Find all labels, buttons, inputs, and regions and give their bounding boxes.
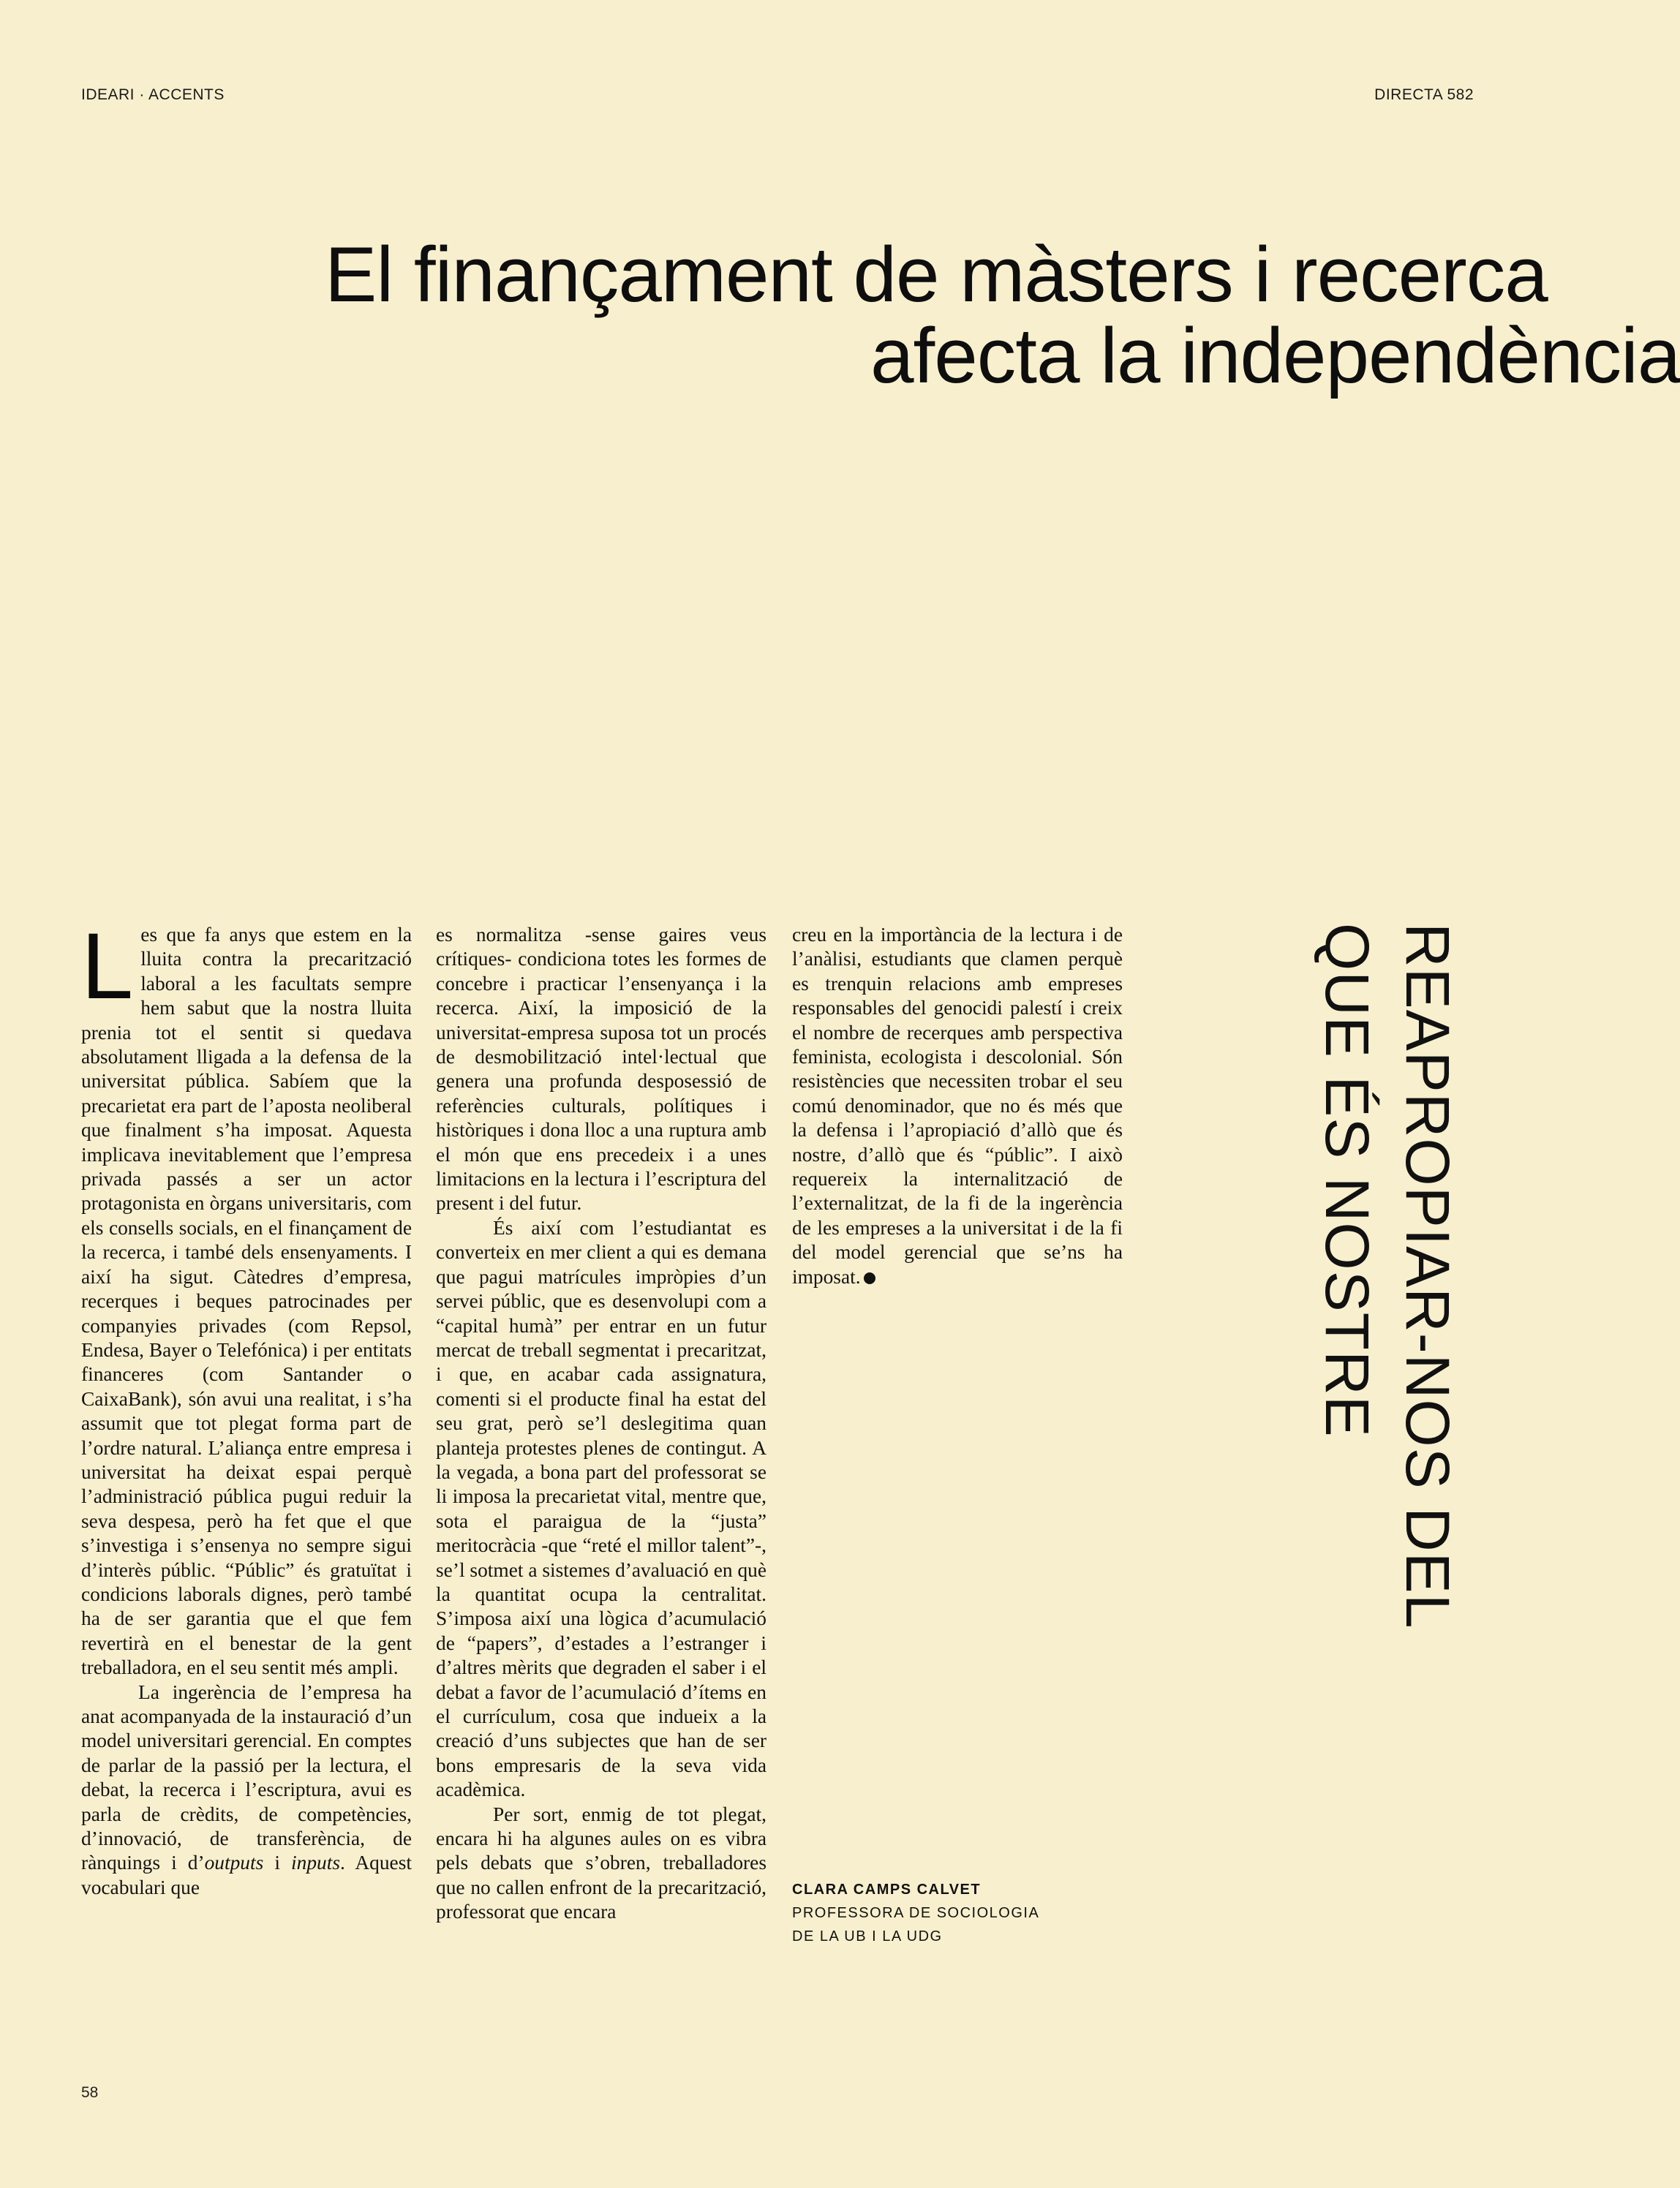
headline bbox=[0, 0, 1680, 399]
page-number: 58 bbox=[81, 2084, 99, 2101]
italic-term: outputs bbox=[204, 1852, 264, 1874]
paragraph-text: i bbox=[263, 1852, 292, 1874]
end-mark-icon bbox=[864, 1272, 875, 1284]
headline-line-2: afecta la independència bbox=[870, 312, 1680, 399]
author-name: CLARA CAMPS CALVET bbox=[792, 1882, 982, 1898]
author-role-line-1: PROFESSORA DE SOCIOLOGIA bbox=[792, 1905, 1040, 1921]
article-column-1 bbox=[81, 914, 412, 1900]
article-title-line-2: QUE ÉS NOSTRE bbox=[1313, 923, 1382, 1438]
paragraph bbox=[81, 1680, 412, 1901]
paragraph: es normalitza -sense gaires veus crítiques- condiciona totes les formes de concebre i practicar l’ensenyança i la recerca. Així, la imposició de la universitat-empresa suposa tot un procés de desmobilització intel·lectual que genera una profunda desposessió de referències culturals, polítiques i històriques i dona lloc a una ruptura amb el món que ens precedeix i a unes limitacions en la lectura i l’escriptura del present i del futur. bbox=[436, 924, 766, 1215]
issue-label: DIRECTA 582 bbox=[1374, 86, 1474, 103]
article-column-3 bbox=[792, 923, 1123, 1289]
byline bbox=[792, 1878, 1039, 1948]
paragraph bbox=[792, 923, 1123, 1289]
paragraph-text: La ingerència de l’empresa ha anat acompanyada de la instauració d’un model universitari gerencial. En comptes de parlar de la passió per la lectura, el debat, la recerca i l’escriptura, avui es parla de crèdits, de competències, d’innovació, de transferència, de rànquings i d’ bbox=[81, 1680, 412, 1874]
article-title-line-1: REAPROPIAR-NOS DEL bbox=[1393, 923, 1462, 1629]
italic-term: inputs bbox=[291, 1852, 340, 1874]
paragraph-text: creu en la importància de la lectura i de l’anàlisi, estudiants que clamen perquè es trenquin relacions amb empreses responsables del genocidi palestí i creix el nombre de recerques amb perspectiva feminista, ecologista i descolonial. Són resistències que necessiten trobar el seu comú denominador, que no és més que la defensa i l’apropiació d’allò que és nostre, d’allò que és “públic”. I això requereix la internalització de l’externalitzat, de la fi de la ingerència de les empreses a la universitat i de la fi del model gerencial que se’ns ha imposat. bbox=[792, 924, 1123, 1288]
author-role-line-2: DE LA UB I LA UDG bbox=[792, 1928, 943, 1944]
paragraph: És així com l’estudiantat es converteix en mer client a qui es demana que pagui matrícules impròpies d’un servei públic, que es desenvolupi com a “capital humà” per entrar en un futur mercat de treball segmentat i precaritzat, i que, en acabar cada assignatura, comenti si el producte final ha estat del seu grat, però se’l deslegitima quan planteja protestes plenes de contingut. A la vegada, a bona part del professorat se li imposa la precarietat vital, mentre que, sota el paraigua de la “justa” meritocràcia -que “reté el millor talent”-, se’l sotmet a sistemes d’avaluació en què la quantitat ocupa la centralitat. S’imposa així una lògica d’acumulació de “papers”, d’estades a l’estranger i d’altres mèrits que degraden el saber i el debat a favor de l’acumulació d’ítems en el currículum, cosa que indueix a la creació d’uns subjectes que han de ser bons empresaris de la seva vida acadèmica. bbox=[436, 1216, 766, 1801]
paragraph bbox=[81, 914, 412, 1680]
article-column-2 bbox=[436, 923, 766, 1925]
paragraph-text: es que fa anys que estem en la lluita contra la precarització laboral a les facultats sempre hem sabut que la nostra lluita prenia tot el sentit si quedava absolutament lligada a la defensa de la universitat pública. Sabíem que la precarietat era part de l’aposta neoliberal que finalment s’ha imposat. Aquesta implicava inevitablement que l’empresa privada passés a ser un actor protagonista en òrgans universitaris, com els consells socials, en el finançament de la recerca, i també dels ensenyaments. I així ha sigut. Càtedres d’empresa, recerques i beques patrocinades per companyies privades (com Repsol, Endesa, Bayer o Telefónica) i per entitats financeres (com Santander o CaixaBank), són avui una realitat, i s’ha assumit que tot plegat forma part de l’ordre natural. L’aliança entre empresa i universitat ha deixat espai perquè l’administració pública pugui reduir la seva despesa, però ha fet que el que s’investiga i s’ensenya no sempre sigui d’interès públic. “Públic” és gratuïtat i condicions laborals dignes, però també ha de ser garantia que el que fem revertirà en el benestar de la gent treballadora, en el seu sentit més ampli. bbox=[81, 924, 412, 1679]
section-label: IDEARI · ACCENTS bbox=[81, 86, 225, 103]
paragraph: Per sort, enmig de tot plegat, encara hi ha algunes aules on es vibra pels debats que s’obren, treballadores que no callen enfront de la precarització, professorat que encara bbox=[436, 1803, 766, 1923]
headline-line-1: El finançament de màsters i recerca bbox=[325, 230, 1548, 318]
article-title bbox=[1313, 923, 1468, 1800]
paragraph-text: . Aquest vocabulari que bbox=[81, 1852, 412, 1898]
drop-cap: L bbox=[81, 914, 134, 1019]
